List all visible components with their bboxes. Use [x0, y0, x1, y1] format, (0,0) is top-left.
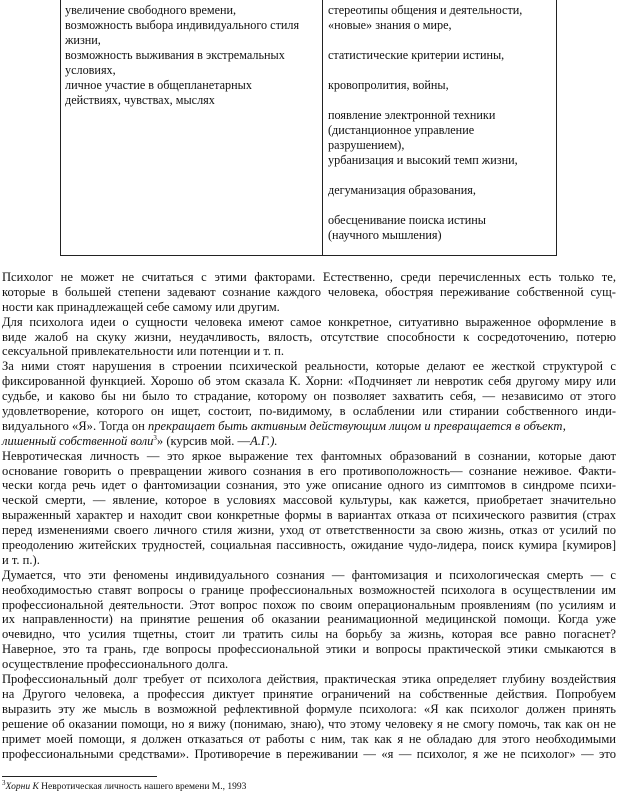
text-line: фиксированной функцией. Хорошо об этом сказала К. Хорни: «Подчиняет ли невротик себя другому миру или	[2, 374, 616, 389]
table-cell-line: условиях,	[65, 63, 116, 77]
table-cell-line: кровопролития, войны,	[328, 78, 449, 92]
text-line: ности как принадлежащей себе самому или другим.	[2, 299, 280, 314]
italic-quote: лишенный собственной воли	[2, 433, 154, 448]
text-line: Думается, что эти феномены индивидуального сознания — фантомизация и психологическая смерть — с	[2, 567, 616, 582]
table-cell-line: разрушением),	[328, 138, 405, 152]
text-line: Для психолога идеи о сущности человека имеют самое конкретное, ситуативно выраженное оформление в	[2, 314, 616, 329]
text-line: За ними стоят нарушения в строении психической реальности, которые делают ее жесткой структурой с	[2, 359, 616, 374]
text-line: решение об оказании помощи, но я вижу (понимаю, знаю), что этому человеку я не смогу помочь, так как он не	[2, 716, 616, 731]
text-line: примет моей помощи, я должен отказаться от работы с ним, так как я не обладаю для этого необходимыми	[2, 731, 616, 746]
text-line: на Другого человека, а профессия диктует принятие ограничений на собственные действия. Попробуем	[2, 686, 616, 701]
text-line: очевидно, что усилия тщетны, стоит ли тратить силы на борьбу за жизнь, которая все равно погаснет?	[2, 627, 616, 642]
table-cell-line: дегуманизация образования,	[328, 183, 476, 197]
text-line: выраженный характер и находит свои конкретные формы в вариантах отказа от психического развития (страх	[2, 508, 616, 523]
table-cell-line: урбанизация и высокий темп жизни,	[328, 153, 518, 167]
footnote-author: Хорни К	[5, 782, 39, 792]
table-cell-line: возможность выживания в экстремальных	[65, 48, 285, 62]
text-line: удовлетворение, которого он ищет, состоит, по-видимому, в ослаблении или стирании собственного инди-	[2, 404, 616, 419]
table-cell-line: жизни,	[65, 33, 101, 47]
text-line: ческой смерти, — явление, которое в условиях массовой культуры, как кажется, приобретает значительно	[2, 493, 616, 508]
table-left-column	[65, 3, 299, 108]
text-line: осуществление профессионального долга.	[2, 657, 229, 672]
text-line: Профессиональный долг требует от психолога действия, практическая этика определяет глубину воздействия	[2, 672, 616, 687]
text-line	[2, 419, 616, 434]
text-line: судьбе, и каково бы ни было то страдание, которому он позволяет захватить себя, — независимо от этого	[2, 389, 616, 404]
text-line: перед изменениями своего личного стиля жизни, уход от ответственности за свою жизнь, отказ от усилий по	[2, 523, 616, 538]
factors-table	[60, 0, 557, 256]
text-line: их направленности) на принятие решения об оказании реанимационной медицинской помощи. Когда уже	[2, 612, 616, 627]
table-cell-line: стереотипы общения и деятельности,	[328, 3, 523, 17]
footnote	[2, 778, 247, 793]
footnote-ref[interactable]: 3	[153, 433, 157, 442]
italic-quote: прекращает быть активным действующим лицом и превращается в объект,	[147, 418, 566, 433]
table-right-column	[328, 3, 522, 243]
text-run: видуального «Я». Тогда он	[2, 418, 148, 433]
text-run: » (курсив мой. —	[156, 433, 251, 448]
text-line	[2, 434, 616, 449]
text-line: профессиональной деятельности. Этот вопрос похож по своим операциональным проявлениям (по усилиям и	[2, 597, 616, 612]
table-cell-line: статистические критерии истины,	[328, 48, 505, 62]
text-line: сексуальной привлекательности или потенции и т. п.	[2, 344, 284, 359]
table-cell-line: личное участие в общепланетарных	[65, 78, 252, 92]
author-initials: А.Г.).	[250, 433, 278, 448]
footnote-separator	[2, 776, 157, 777]
text-line: Наверное, это та грань, где вопросы профессиональной этики и вопросы практической этики смыкаются в	[2, 642, 616, 657]
text-line: виде жалоб на скуку жизни, неудачливость, вялость, отсутствие способности к сосредоточению, потерю	[2, 329, 616, 344]
table-cell-line: возможность выбора индивидуального стиля	[65, 18, 300, 32]
footnote-text: Невротическая личность нашего времени М., 1993	[38, 782, 247, 792]
table-column-divider	[322, 0, 323, 255]
table-cell-line: появление электронной техники	[328, 108, 496, 122]
table-cell-line: увеличение свободного времени,	[65, 3, 237, 17]
table-cell-line: (дистанционное управление	[328, 123, 475, 137]
table-cell-line: действиях, чувствах, мыслях	[65, 93, 215, 107]
text-line: Психолог не может не считаться с этими факторами. Естественно, среди перечисленных есть только те,	[2, 270, 616, 284]
text-line: основание говорить о превращении живого сознания в его противоположность— сознание неживое. Факти-	[2, 463, 616, 478]
table-cell-line: (научного мышления)	[328, 228, 442, 242]
table-cell-line: обесценивание поиска истины	[328, 213, 486, 227]
text-line: профессиональными средствами». Противоречие в переживании — «я — психолог, я же не психолог» — это	[2, 746, 616, 761]
text-line: и т. п.).	[2, 552, 40, 567]
text-line: преодолению житейских трудностей, социальная пассивность, ожидание чудо-лидера, поиск кумира [кумиров]	[2, 538, 616, 553]
text-line: необходимостью ставят вопросы о границе профессиональных возможностей психолога в осуществлении им	[2, 582, 616, 597]
table-cell-line: «новые» знания о мире,	[328, 18, 452, 32]
footnote-number: 3	[2, 778, 6, 787]
text-line: выразить эту же мысль в возможной рефлективной формуле психолога: «Я как психолог должен принять	[2, 701, 616, 716]
text-line: чески когда речь идет о фантомизации сознания, это уже описание одного из симптомов в синдроме психи-	[2, 478, 616, 493]
text-line: которые в большей степени задевают сознание каждого человека, обостряя переживание собственной сущ-	[2, 284, 616, 299]
text-line: Невротическая личность — это яркое выражение тех фантомных образований в сознании, которые дают	[2, 448, 616, 463]
body-text	[2, 270, 616, 761]
